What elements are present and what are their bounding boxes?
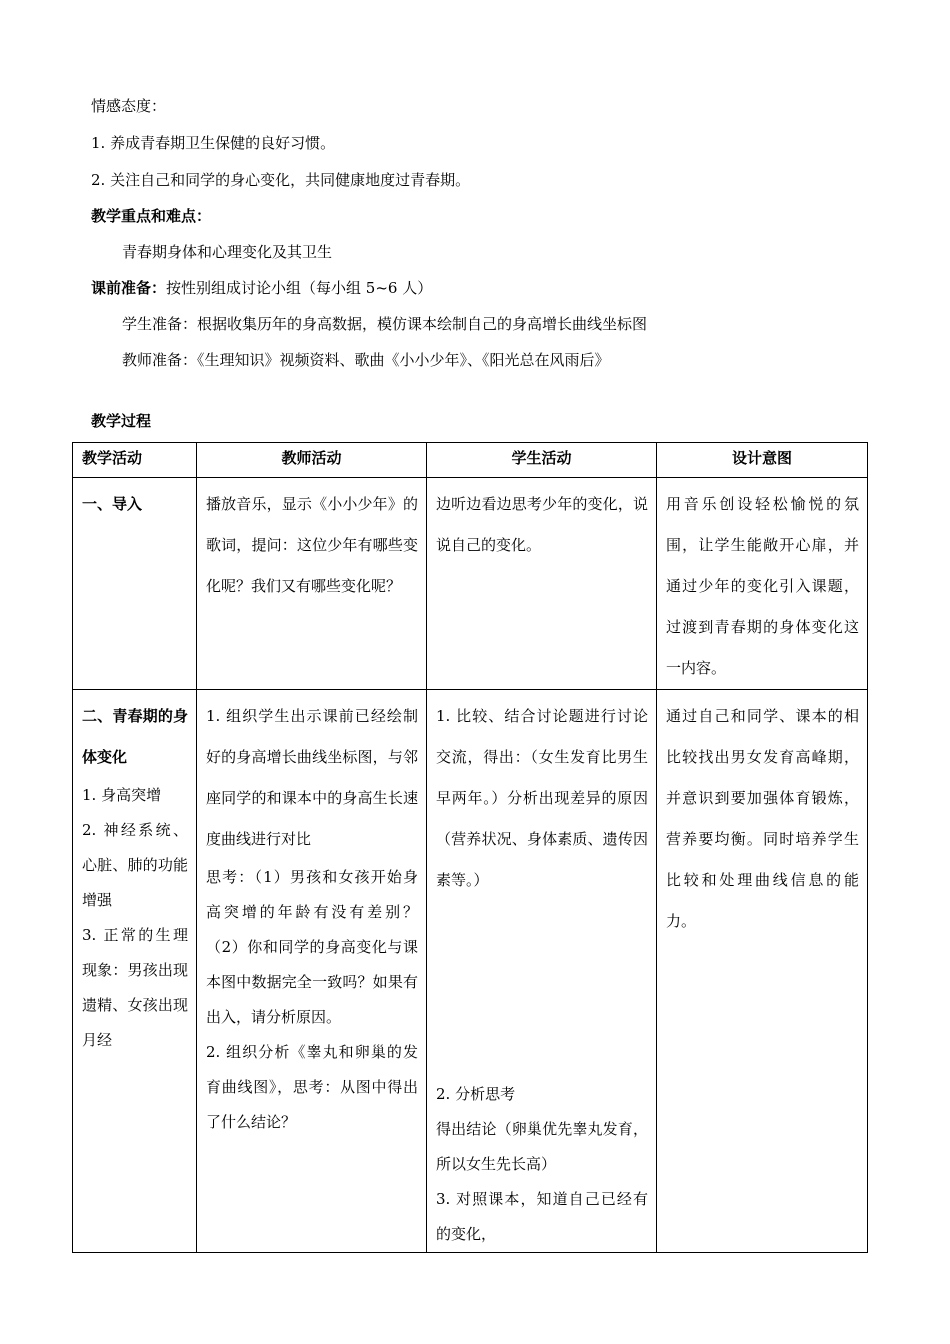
teacher-cell <box>197 690 427 1253</box>
teacher-preparation: 教师准备：《生理知识》视频资料、歌曲《小小少年》、《阳光总在风雨后》 <box>122 351 610 369</box>
activity-title: 二、青春期的身体变化 <box>82 707 188 766</box>
preparation-line <box>91 278 432 298</box>
design-cell <box>657 478 868 690</box>
spacer <box>436 945 648 989</box>
attitude-heading: 情感态度： <box>91 97 167 115</box>
attitude-item-2: 2. 关注自己和同学的身心变化，共同健康地度过青春期。 <box>91 171 471 189</box>
key-points-heading: 教学重点和难点： <box>91 207 212 225</box>
activity-item: 1. 身高突增 <box>82 786 162 804</box>
student-cell <box>427 690 657 1253</box>
key-points-text: 青春期身体和心理变化及其卫生 <box>122 243 333 261</box>
teaching-process-table <box>72 442 868 1253</box>
student-text: 1. 比较、结合讨论题进行讨论交流，得出：（女生发育比男生早两年。）分析出现差异的原因（营养状况、身体素质、遗传因素等。） <box>436 707 648 889</box>
activity-title: 一、导入 <box>82 495 143 513</box>
column-header-teacher: 教师活动 <box>197 443 427 478</box>
teacher-text: 思考：（1）男孩和女孩开始身高突增的年龄有没有差别？（2）你和同学的身高变化与课本图中数据完全一致吗？如果有出入，请分析原因。 <box>206 868 418 1026</box>
student-text: 边听边看边思考少年的变化，说说自己的变化。 <box>436 495 648 554</box>
process-heading: 教学过程 <box>91 412 152 430</box>
table-header-row <box>73 443 868 478</box>
preparation-label: 课前准备： <box>91 279 167 297</box>
design-text: 用音乐创设轻松愉悦的氛围，让学生能敞开心扉，并通过少年的变化引入课题，过渡到青春期的身体变化这一内容。 <box>666 495 859 677</box>
student-text: 得出结论（卵巢优先睾丸发育，所以女生先长高） <box>436 1120 648 1173</box>
activity-cell <box>73 478 197 690</box>
table-row <box>73 690 868 1253</box>
activity-item: 3. 正常的生理现象：男孩出现遗精、女孩出现月经 <box>82 926 188 1049</box>
teacher-cell <box>197 478 427 690</box>
design-text: 通过自己和同学、课本的相比较找出男女发育高峰期，并意识到要加强体育锻炼，营养要均衡。同时培养学生比较和处理曲线信息的能力。 <box>666 707 859 930</box>
table-row <box>73 478 868 690</box>
column-header-activity: 教学活动 <box>73 443 197 478</box>
column-header-design: 设计意图 <box>657 443 868 478</box>
activity-cell <box>73 690 197 1253</box>
activity-item: 2. 神经系统、心脏、肺的功能增强 <box>82 821 188 909</box>
student-text: 2. 分析思考 <box>436 1085 516 1103</box>
preparation-text: 按性别组成讨论小组（每小组 5~6 人） <box>166 279 433 297</box>
teacher-text: 播放音乐，显示《小小少年》的歌词，提问：这位少年有哪些变化呢？我们又有哪些变化呢？ <box>206 495 418 595</box>
design-cell <box>657 690 868 1253</box>
spacer <box>436 989 648 1033</box>
teacher-text: 1. 组织学生出示课前已经绘制好的身高增长曲线坐标图，与邻座同学的和课本中的身高生长速度曲线进行对比 <box>206 707 418 848</box>
student-preparation: 学生准备：根据收集历年的身高数据，模仿课本绘制自己的身高增长曲线坐标图 <box>122 315 648 333</box>
spacer <box>436 901 648 945</box>
attitude-item-1: 1. 养成青春期卫生保健的良好习惯。 <box>91 134 336 152</box>
column-header-student: 学生活动 <box>427 443 657 478</box>
spacer <box>436 1033 648 1077</box>
student-cell <box>427 478 657 690</box>
teacher-text: 2. 组织分析《睾丸和卵巢的发育曲线图》，思考：从图中得出了什么结论？ <box>206 1043 418 1131</box>
student-text: 3. 对照课本，知道自己已经有的变化， <box>436 1190 648 1243</box>
